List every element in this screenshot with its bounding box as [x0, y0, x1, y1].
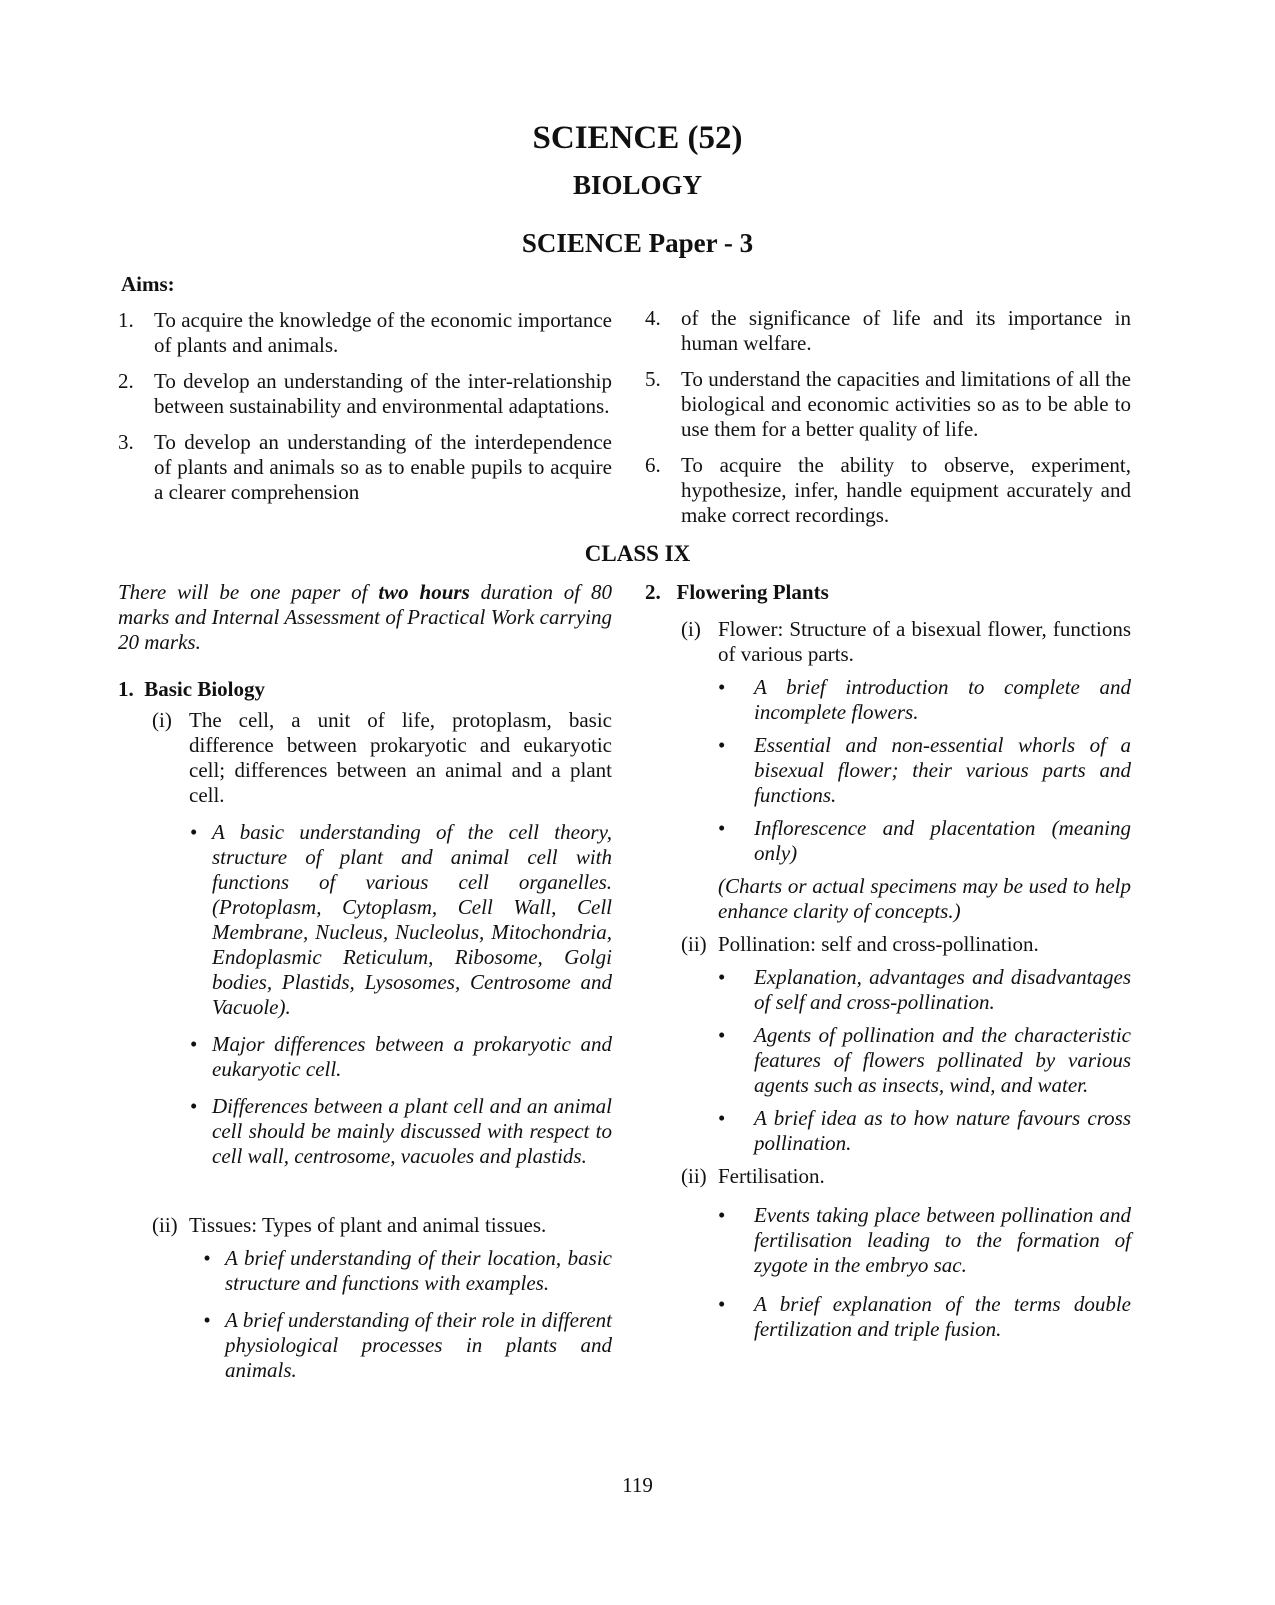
bullet-icon: •	[203, 1246, 211, 1270]
bullet-list	[152, 1246, 612, 1383]
bullet-item	[718, 816, 1131, 866]
bullet-text: Essential and non-essential whorls of a bisexual flower; their various parts and functions.	[754, 733, 1131, 807]
bullet-text: A brief idea as to how nature favours cross pollination.	[754, 1106, 1131, 1155]
bullet-icon: •	[718, 1292, 726, 1316]
bullet-text: Agents of pollination and the characteristic features of flowers pollinated by various agents such as insects, wind, and water.	[754, 1023, 1131, 1097]
section-1-body	[118, 708, 612, 1383]
subsection-text: Pollination: self and cross-pollination.	[718, 932, 1039, 956]
bullet-item	[718, 1023, 1131, 1098]
bullet-list	[681, 965, 1131, 1156]
aim-number: 1.	[118, 308, 134, 332]
bullet-text: Inflorescence and placentation (meaning only)	[754, 816, 1131, 865]
bullet-item	[190, 1032, 612, 1082]
aim-item	[118, 430, 612, 505]
paper-title: SCIENCE Paper - 3	[521, 228, 754, 258]
subsection-fertilisation	[681, 1164, 1131, 1189]
bullet-icon: •	[718, 733, 726, 757]
aim-number: 2.	[118, 369, 134, 393]
bullet-text: A brief explanation of the terms double fertilization and triple fusion.	[754, 1292, 1131, 1341]
bullet-item	[718, 965, 1131, 1015]
right-content-column	[645, 580, 1131, 1354]
subsection-text: The cell, a unit of life, protoplasm, basic difference between prokaryotic and eukaryotic cell; differences between an animal and a plant cell.	[189, 708, 612, 807]
subsection-number: (i)	[681, 617, 701, 641]
bullet-text: Major differences between a prokaryotic and eukaryotic cell.	[212, 1032, 612, 1081]
bullet-list	[152, 820, 612, 1169]
class-heading: CLASS IX	[584, 541, 691, 566]
aim-item	[118, 369, 612, 419]
left-content-column	[118, 580, 612, 1395]
aim-text: To understand the capacities and limitations of all the biological and economic activities so as to be able to use them for a better quality of life.	[681, 367, 1131, 441]
bullet-text: Differences between a plant cell and an animal cell should be mainly discussed with respect to cell wall, centrosome, vacuoles and plastids.	[212, 1094, 612, 1168]
aim-item	[118, 308, 612, 358]
bullet-icon: •	[718, 1106, 726, 1130]
intro-paragraph	[118, 580, 612, 655]
aim-text: To develop an understanding of the interdependence of plants and animals so as to enable pupils to acquire a clearer comprehension	[154, 430, 612, 504]
bullet-icon: •	[190, 1094, 198, 1118]
section-1-heading	[118, 677, 612, 702]
bullet-text: Events taking place between pollination and fertilisation leading to the formation of zygote in the embryo sac.	[754, 1203, 1131, 1277]
bullet-icon: •	[718, 816, 726, 840]
subsection-number: (ii)	[681, 1164, 707, 1188]
section-number: 2.	[645, 580, 661, 604]
aims-left-column	[118, 308, 612, 516]
page-title: SCIENCE (52)	[532, 120, 743, 156]
page-number: 119	[622, 1473, 653, 1497]
bullet-item	[718, 733, 1131, 808]
bullet-item	[718, 1203, 1131, 1278]
aim-text: To develop an understanding of the inter-relationship between sustainability and environmental adaptations.	[154, 369, 612, 418]
aim-text: of the significance of life and its importance in human welfare.	[681, 306, 1131, 355]
section-title: Flowering Plants	[676, 580, 829, 604]
bullet-icon: •	[190, 1032, 198, 1056]
bullet-text: A brief understanding of their location, basic structure and functions with examples.	[225, 1246, 612, 1295]
subsection-text: Flower: Structure of a bisexual flower, functions of various parts.	[718, 617, 1131, 666]
subsection-number: (i)	[152, 708, 172, 732]
page-subtitle: BIOLOGY	[572, 170, 703, 200]
aim-number: 3.	[118, 430, 134, 454]
bullet-item	[718, 1106, 1131, 1156]
subsection-cell	[152, 708, 612, 808]
subsection-number: (ii)	[152, 1213, 178, 1237]
bullet-text: A brief introduction to complete and incomplete flowers.	[754, 675, 1131, 724]
bullet-item	[718, 675, 1131, 725]
section-title: Basic Biology	[144, 677, 266, 701]
aim-item	[645, 367, 1131, 442]
note-text: (Charts or actual specimens may be used to help enhance clarity of concepts.)	[718, 874, 1131, 923]
aim-text: To acquire the ability to observe, experiment, hypothesize, infer, handle equipment accurately and make correct recordings.	[681, 453, 1131, 527]
aim-item	[645, 306, 1131, 356]
bullet-item	[718, 1292, 1131, 1342]
subsection-text: Tissues: Types of plant and animal tissues.	[189, 1213, 547, 1237]
aims-heading: Aims:	[121, 272, 175, 296]
subsection-text: Fertilisation.	[718, 1164, 825, 1188]
bullet-text: A basic understanding of the cell theory, structure of plant and animal cell with functions of various cell organelles. (Protoplasm, Cytoplasm, Cell Wall, Cell Membrane, Nucleus, Nucleolus, Mitochondria, Endoplasmic Reticulum, Ribosome, Golgi bodies, Plastids, Lysosomes, Centrosome and Vacuole).	[212, 820, 612, 1019]
subsection-number: (ii)	[681, 932, 707, 956]
aims-right-column	[645, 306, 1131, 539]
bullet-item	[190, 1094, 612, 1169]
bullet-item	[189, 1246, 612, 1296]
bullet-icon: •	[203, 1308, 211, 1332]
bullet-icon: •	[718, 1203, 726, 1227]
bullet-item	[189, 1308, 612, 1383]
aim-number: 5.	[645, 367, 661, 391]
bullet-icon: •	[718, 1023, 726, 1047]
aim-number: 4.	[645, 306, 661, 330]
subsection-flower	[681, 617, 1131, 667]
intro-text-before: There will be one paper of	[118, 580, 379, 604]
bullet-icon: •	[718, 675, 726, 699]
aim-item	[645, 453, 1131, 528]
bullet-text: Explanation, advantages and disadvantages of self and cross-pollination.	[754, 965, 1131, 1014]
bullet-icon: •	[190, 820, 198, 844]
section-2-heading	[645, 580, 1131, 605]
section-number: 1.	[118, 677, 134, 701]
aim-text: To acquire the knowledge of the economic importance of plants and animals.	[154, 308, 612, 357]
section-2-body	[645, 617, 1131, 1342]
subsection-tissues	[152, 1213, 612, 1238]
bullet-list	[681, 1203, 1131, 1342]
bullet-icon: •	[718, 965, 726, 989]
intro-bold: two hours	[378, 580, 470, 604]
subsection-pollination	[681, 932, 1131, 957]
aim-number: 6.	[645, 453, 661, 477]
bullet-list	[681, 675, 1131, 866]
bullet-text: A brief understanding of their role in different physiological processes in plants and animals.	[225, 1308, 612, 1382]
intro-text-after: duration of 80 marks and Internal Assessment of Practical Work carrying 20 marks.	[118, 580, 612, 654]
bullet-item	[190, 820, 612, 1020]
